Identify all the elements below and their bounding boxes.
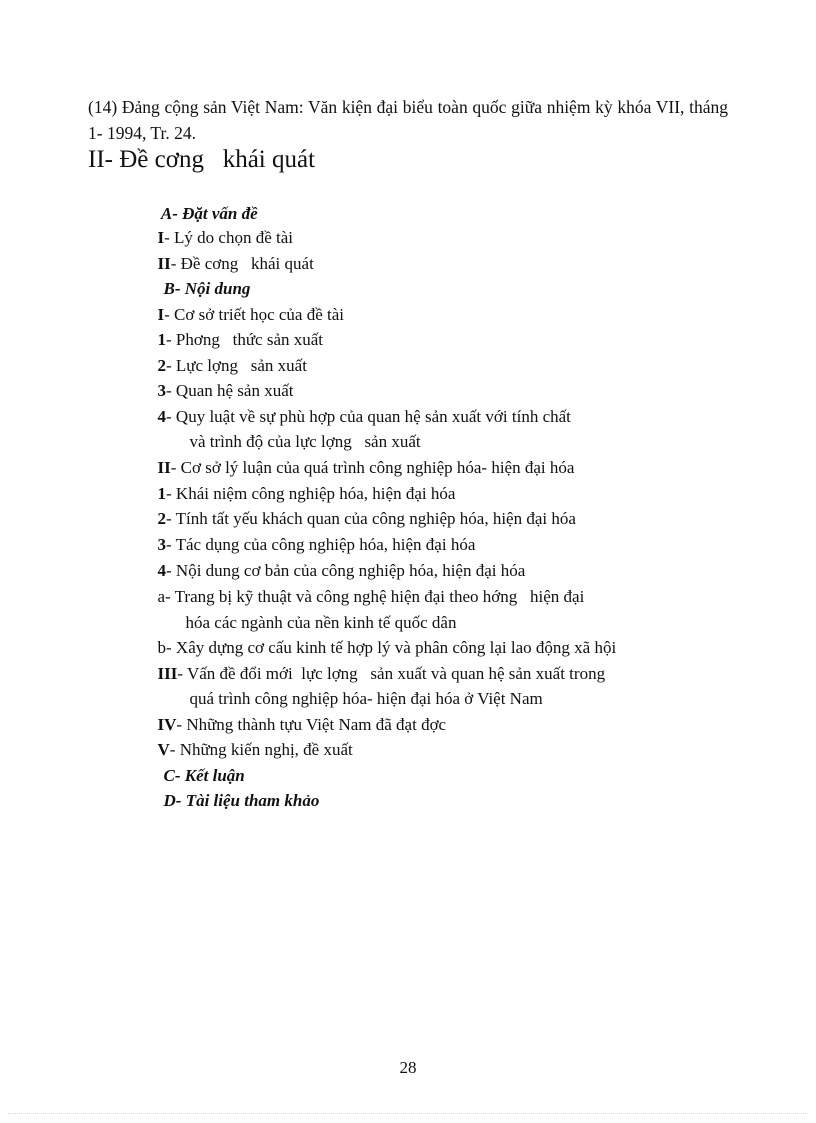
outline-text: - Lý do chọn đề tài	[164, 228, 294, 247]
outline-marker: IV	[157, 715, 177, 734]
outline-text: - Tính tất yếu khách quan của công nghiệp hóa, hiện đại hóa	[166, 509, 576, 528]
outline-text: - Nội dung cơ bản của công nghiệp hóa, hiện đại hóa	[166, 561, 526, 580]
outline-marker: 1	[157, 484, 166, 503]
section-heading: II- Đề cơng khái quát	[88, 146, 316, 173]
outline-text: B- Nội dung	[163, 279, 251, 298]
outline-marker: 1	[157, 330, 166, 349]
outline-marker: 3	[157, 535, 166, 554]
outline-marker: I	[157, 305, 165, 324]
page-bottom-divider	[8, 1113, 808, 1114]
outline-text: - Lực lợng sản xuất	[166, 356, 307, 375]
outline-marker: I	[157, 228, 165, 247]
outline-marker: 2	[157, 509, 166, 528]
page-number: 28	[399, 1058, 417, 1077]
outline-text: C- Kết luận	[163, 766, 245, 785]
outline-marker: III	[157, 664, 178, 683]
outline-text: - Quan hệ sản xuất	[166, 381, 294, 400]
outline-text: - Quy luật về sự phù hợp của quan hệ sản xuất với tính chất	[166, 407, 571, 426]
outline-marker: 2	[157, 356, 166, 375]
outline-text: - Tác dụng của công nghiệp hóa, hiện đại hóa	[166, 535, 476, 554]
outline-text: - Vấn đề đổi mới lực lợng sản xuất và quan hệ sản xuất trong	[177, 664, 606, 683]
outline-text: - Phơng thức sản xuất	[166, 330, 324, 349]
outline-text: - Cơ sở lý luận của quá trình công nghiệp hóa- hiện đại hóa	[170, 458, 575, 477]
outline-marker: 4	[157, 407, 166, 426]
outline-marker: 3	[157, 381, 166, 400]
outline-text: hóa các ngành của nền kinh tế quốc dân	[185, 613, 457, 632]
outline-marker: 4	[157, 561, 166, 580]
outline-marker: II	[157, 254, 171, 273]
outline-marker: II	[157, 458, 171, 477]
outline-text: - Đề cơng khái quát	[170, 254, 314, 273]
outline-text: quá trình công nghiệp hóa- hiện đại hóa ở Việt Nam	[189, 689, 543, 708]
outline-section-d	[138, 768, 319, 834]
outline-text: b- Xây dựng cơ cấu kinh tế hợp lý và phân công lại lao động xã hội	[157, 638, 617, 657]
outline-text: - Những thành tựu Việt Nam đã đạt đợc	[176, 715, 447, 734]
outline-text: và trình độ của lực lợng sản xuất	[189, 432, 421, 451]
outline-text: - Cơ sở triết học của đề tài	[164, 305, 345, 324]
outline-text: - Những kiến nghị, đề xuất	[169, 740, 353, 759]
outline-text: a- Trang bị kỹ thuật và công nghệ hiện đại theo hớng hiện đại	[157, 587, 585, 606]
footnote-citation: (14) Đảng cộng sản Việt Nam: Văn kiện đại biểu toàn quốc giữa nhiệm kỳ khóa VII, tháng 1- 1994, Tr. 24.	[88, 97, 728, 143]
outline-text: D- Tài liệu tham khảo	[163, 791, 320, 810]
outline-text: - Khái niệm công nghiệp hóa, hiện đại hóa	[166, 484, 456, 503]
outline-text: A- Đặt vấn đề	[160, 204, 258, 223]
outline-marker: V	[157, 740, 170, 759]
